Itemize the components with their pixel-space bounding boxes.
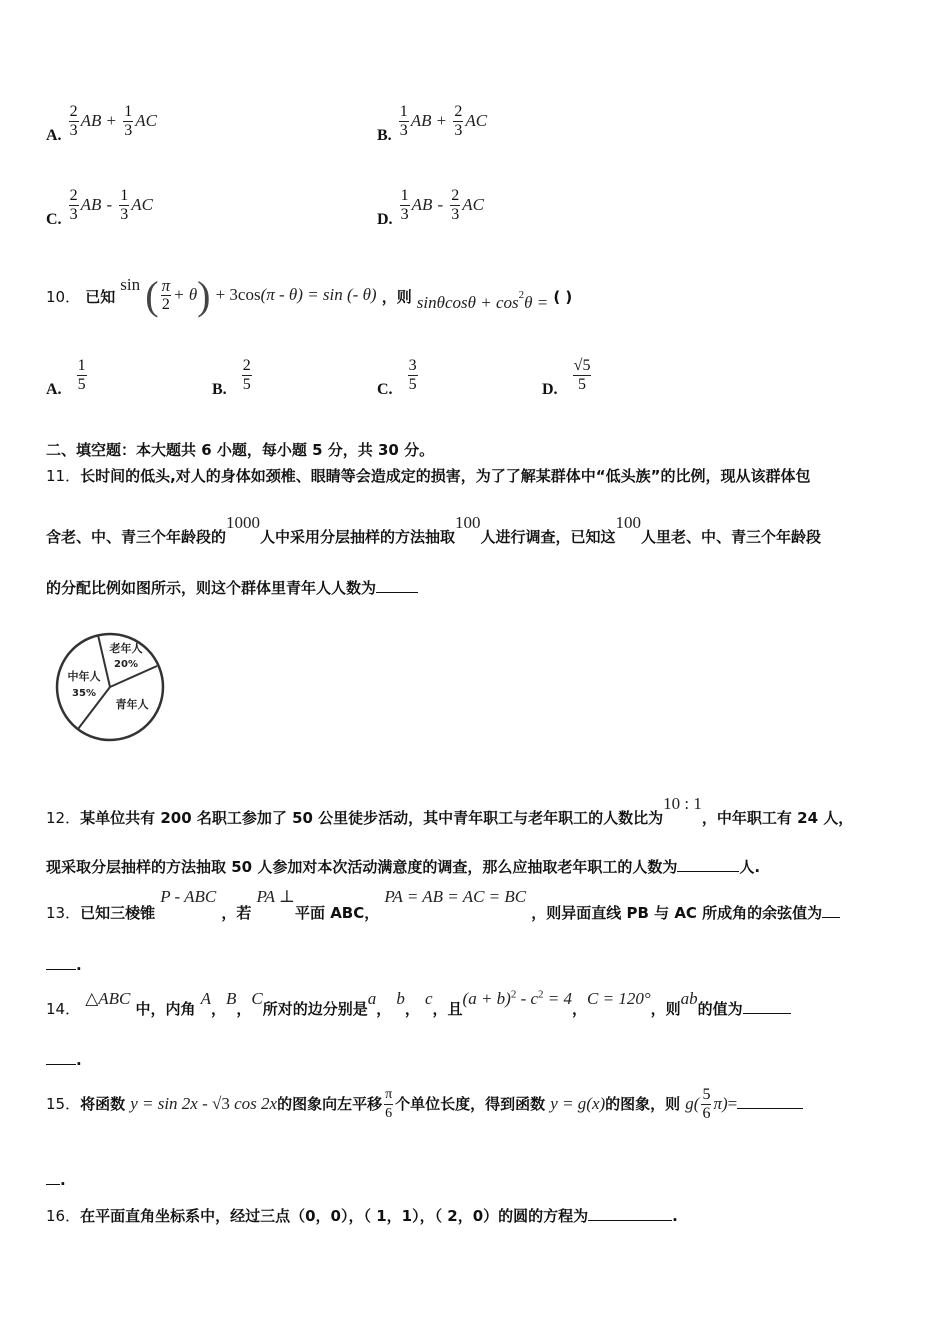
option-label: C. bbox=[377, 381, 393, 398]
question-number: 12． bbox=[46, 809, 81, 827]
math-function: cos 2x bbox=[229, 1094, 278, 1113]
question-text: 的图象，则 bbox=[605, 1095, 681, 1113]
question-text: 个单位长度，得到函数 bbox=[395, 1095, 546, 1113]
math-expression: θ = bbox=[524, 293, 549, 312]
math-sqrt3: √3 bbox=[212, 1094, 230, 1113]
fraction: $\frac{2}{3}$ bbox=[69, 103, 78, 139]
math-var: a bbox=[367, 989, 377, 1008]
question-text: 中，内角 bbox=[135, 1000, 196, 1018]
answer-blank[interactable] bbox=[743, 999, 791, 1014]
question-text: . bbox=[60, 1171, 66, 1189]
vector-ac: AC bbox=[131, 195, 154, 214]
question-15-line-1 bbox=[46, 1086, 803, 1123]
fraction: $\frac{1}{3}$ bbox=[120, 187, 129, 223]
q10-option-b bbox=[212, 357, 254, 398]
separator: ， bbox=[376, 1000, 392, 1018]
fraction: $\frac{1}{3}$ bbox=[124, 103, 133, 139]
q9-option-a bbox=[46, 103, 157, 144]
question-13-line-1 bbox=[46, 886, 840, 922]
question-14-line-1 bbox=[46, 988, 791, 1018]
right-paren: ) bbox=[197, 273, 211, 318]
answer-blank[interactable] bbox=[376, 578, 418, 593]
fraction: $\frac{3}{5}$ bbox=[408, 357, 417, 393]
math-exponent: 2 bbox=[518, 288, 525, 301]
age-pie-chart bbox=[52, 626, 170, 748]
math-ratio: 10 : 1 bbox=[663, 794, 702, 813]
math-sin: sin bbox=[120, 275, 141, 294]
pie-pct-old: 20% bbox=[114, 659, 138, 670]
question-text: 将函数 bbox=[80, 1095, 126, 1113]
pie-label-mid: 中年人 bbox=[67, 670, 101, 683]
pie-pct-mid: 35% bbox=[72, 688, 96, 699]
question-11-line-2 bbox=[46, 512, 822, 546]
math-var: A bbox=[200, 989, 211, 1008]
math-number: 100 bbox=[455, 513, 481, 532]
math-var: C bbox=[251, 989, 263, 1008]
answer-paren: ( ) bbox=[553, 288, 573, 306]
question-text: . bbox=[672, 1207, 678, 1225]
question-text: ，则 bbox=[381, 288, 412, 306]
math-pyramid: P - ABC bbox=[160, 887, 217, 906]
question-text: 的图象向左平移 bbox=[277, 1095, 383, 1113]
option-label: D. bbox=[542, 381, 558, 398]
math-var: c bbox=[424, 989, 433, 1008]
math-perpendicular: PA ⊥ bbox=[256, 887, 295, 906]
q10-option-a bbox=[46, 357, 89, 398]
fraction-pi-over-6: $\frac{\pi}{6}$ bbox=[385, 1087, 393, 1121]
separator: ， bbox=[236, 1000, 252, 1018]
fraction: $\frac{1}{3}$ bbox=[399, 103, 408, 139]
math-angle: C = 120° bbox=[587, 989, 651, 1008]
math-plus-theta: + θ bbox=[173, 285, 198, 304]
q10-option-d bbox=[542, 357, 593, 398]
vector-ab: AB bbox=[410, 111, 432, 130]
question-text: 的分配比例如图所示，则这个群体里青年人人数为 bbox=[46, 579, 377, 597]
question-13-line-2 bbox=[46, 955, 82, 974]
question-text: 所对的边分别是 bbox=[262, 1000, 368, 1018]
question-text: 的值为 bbox=[697, 1000, 743, 1018]
question-number: 14． bbox=[46, 1000, 81, 1018]
question-text: 人中采用分层抽样的方法抽取 bbox=[260, 528, 456, 546]
pie-label-young: 青年人 bbox=[115, 698, 149, 711]
math-expression: sinθcosθ + cos bbox=[416, 293, 519, 312]
question-15-line-2 bbox=[46, 1170, 66, 1189]
question-text: ，中年职工有 24 人， bbox=[701, 809, 854, 827]
option-label: B. bbox=[212, 381, 227, 398]
question-number: 15． bbox=[46, 1095, 81, 1113]
math-product: ab bbox=[680, 989, 698, 1008]
vector-ac: AC bbox=[465, 111, 488, 130]
fraction: $\frac{2}{3}$ bbox=[69, 187, 78, 223]
question-text: ，且 bbox=[432, 1000, 463, 1018]
question-text: 平面 ABC， bbox=[294, 904, 380, 922]
question-number: 10． bbox=[46, 288, 81, 306]
question-text: ，则异面直线 PB 与 AC 所成角的余弦值为 bbox=[531, 904, 823, 922]
separator: ， bbox=[210, 1000, 226, 1018]
question-text: . bbox=[76, 956, 82, 974]
q9-option-d bbox=[377, 187, 485, 228]
answer-blank[interactable] bbox=[588, 1206, 672, 1221]
math-equation: - c bbox=[516, 989, 539, 1008]
operator: + bbox=[106, 111, 117, 130]
math-function: π) bbox=[713, 1094, 728, 1113]
answer-blank-continued[interactable] bbox=[46, 955, 76, 970]
math-number: 100 bbox=[615, 513, 642, 532]
answer-blank-continued[interactable] bbox=[46, 1050, 76, 1065]
answer-blank[interactable] bbox=[677, 857, 739, 872]
option-label: D. bbox=[377, 211, 393, 228]
question-text: ，则 bbox=[650, 1000, 681, 1018]
question-text: 已知 bbox=[85, 288, 116, 306]
question-14-line-2 bbox=[46, 1050, 82, 1069]
option-label: A. bbox=[46, 381, 62, 398]
answer-blank[interactable] bbox=[737, 1094, 803, 1109]
operator: - bbox=[106, 195, 113, 214]
equals-sign: = bbox=[727, 1094, 738, 1113]
fraction-5-over-6: $\frac{5}{6}$ bbox=[702, 1086, 711, 1122]
separator: ， bbox=[572, 1000, 588, 1018]
q9-option-b bbox=[377, 103, 488, 144]
answer-blank[interactable] bbox=[822, 903, 840, 918]
pie-label-old: 老年人 bbox=[109, 642, 143, 655]
math-exponent: 2 bbox=[538, 988, 544, 1001]
question-16 bbox=[46, 1205, 678, 1226]
question-text: 某单位共有 200 名职工参加了 50 公里徒步活动，其中青年职工与老年职工的人数比为 bbox=[80, 809, 664, 827]
question-text: 人进行调查，已知这 bbox=[480, 528, 616, 546]
question-text: 已知三棱锥 bbox=[80, 904, 156, 922]
fraction: $\frac{2}{5}$ bbox=[242, 357, 251, 393]
q9-option-c bbox=[46, 187, 154, 228]
math-var: B bbox=[225, 989, 237, 1008]
question-text: 含老、中、青三个年龄段的 bbox=[46, 528, 227, 546]
question-text: . bbox=[76, 1051, 82, 1069]
math-function: y = sin 2x - bbox=[130, 1094, 213, 1113]
vector-ab: AB bbox=[80, 195, 102, 214]
fraction: $\frac{√5}{5}$ bbox=[573, 357, 591, 393]
separator: ， bbox=[404, 1000, 420, 1018]
option-label: C. bbox=[46, 211, 62, 228]
question-text: 人里老、中、青三个年龄段 bbox=[641, 528, 822, 546]
question-11-line-3 bbox=[46, 577, 418, 598]
option-label: A. bbox=[46, 127, 62, 144]
fraction-pi-over-2: $\frac{\pi}{2}$ bbox=[161, 276, 171, 313]
left-paren: ( bbox=[145, 273, 159, 318]
vector-ab: AB bbox=[80, 111, 102, 130]
fraction: $\frac{1}{3}$ bbox=[400, 187, 409, 223]
option-label: B. bbox=[377, 127, 392, 144]
vector-ac: AC bbox=[462, 195, 485, 214]
question-text: 在平面直角坐标系中，经过三点（0，0），（ 1，1），（ 2，0）的圆的方程为 bbox=[80, 1207, 589, 1225]
question-11-line-1 bbox=[46, 465, 811, 486]
fraction: $\frac{2}{3}$ bbox=[454, 103, 463, 139]
math-equation: (π - θ) = sin (- θ) bbox=[260, 285, 377, 304]
answer-blank-continued[interactable] bbox=[46, 1170, 60, 1185]
math-triangle: △ABC bbox=[85, 989, 131, 1008]
math-number: 1000 bbox=[226, 513, 261, 532]
fraction: $\frac{1}{5}$ bbox=[77, 357, 86, 393]
question-number: 11． bbox=[46, 467, 81, 485]
math-function: g( bbox=[685, 1094, 700, 1113]
vector-ac: AC bbox=[135, 111, 157, 130]
question-text: 长时间的低头,对人的身体如颈椎、眼睛等会造成定的损害，为了了解某群体中“低头族”的比例，现从该群体包 bbox=[80, 467, 811, 485]
operator: - bbox=[437, 195, 444, 214]
question-10 bbox=[46, 272, 572, 322]
question-12-line-1 bbox=[46, 793, 854, 827]
question-text: 人. bbox=[739, 858, 761, 876]
math-equality: PA = AB = AC = BC bbox=[384, 887, 527, 906]
q10-option-c bbox=[377, 357, 420, 398]
math-function: y = g(x) bbox=[550, 1094, 606, 1113]
math-equation: (a + b) bbox=[462, 989, 511, 1008]
math-exponent: 2 bbox=[510, 988, 517, 1001]
math-var: b bbox=[396, 989, 405, 1008]
fraction: $\frac{2}{3}$ bbox=[451, 187, 460, 223]
question-number: 16． bbox=[46, 1207, 81, 1225]
question-12-line-2 bbox=[46, 856, 760, 877]
math-3cos: + 3cos bbox=[215, 285, 261, 304]
operator: + bbox=[436, 111, 447, 130]
math-equation: = 4 bbox=[543, 989, 573, 1008]
section-header: 二、填空题：本大题共 6 小题，每小题 5 分，共 30 分。 bbox=[46, 441, 435, 459]
question-text: ，若 bbox=[221, 904, 252, 922]
question-number: 13． bbox=[46, 904, 81, 922]
vector-ab: AB bbox=[411, 195, 433, 214]
question-text: 现采取分层抽样的方法抽取 50 人参加对本次活动满意度的调查，那么应抽取老年职工的人数为 bbox=[46, 858, 678, 876]
